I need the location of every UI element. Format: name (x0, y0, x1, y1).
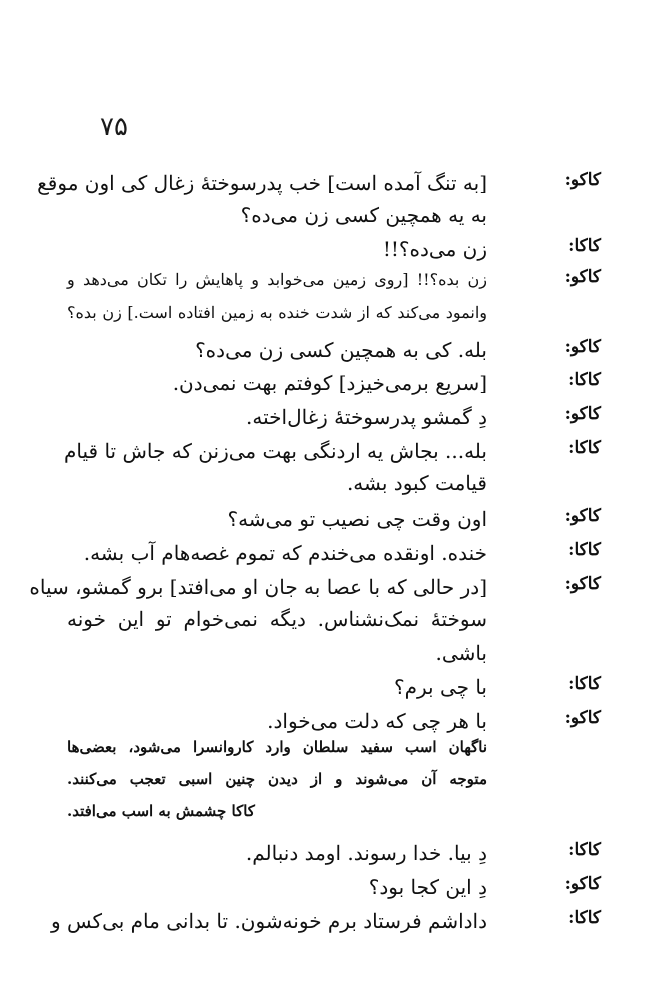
page-number: ۷۵ (100, 112, 128, 142)
dialogue-text: بله. کی به همچین کسی زن می‌ده؟ (195, 338, 487, 362)
speaker-name: کاکا: (568, 674, 601, 694)
speaker-name: کاکا: (568, 438, 601, 458)
stage-direction-line: ناگهان اسب سفید سلطان وارد کاروانسرا می‌شود، بعضی‌ها (67, 738, 487, 756)
dialogue-line (0, 263, 667, 297)
speaker-name: کاکو: (564, 506, 601, 526)
speaker-name: کاکو: (564, 574, 601, 594)
dialogue-text: [به تنگ آمده است] خب پدرسوختهٔ زغال کی اون موقع (37, 171, 487, 195)
speaker-name: کاکو: (564, 708, 601, 728)
dialogue-text: با چی برم؟ (393, 675, 487, 699)
dialogue-text: قیامت کبود بشه. (346, 471, 487, 495)
stage-direction-line: متوجه آن می‌شوند و از دیدن چنین اسبی تعجب می‌کنند. (67, 770, 487, 788)
dialogue-line (0, 198, 667, 232)
speaker-name: کاکا: (568, 236, 601, 256)
speaker-name: کاکو: (564, 170, 601, 190)
dialogue-text: سوختهٔ نمک‌نشناس. دیگه نمی‌خوام تو این خونه (67, 607, 487, 631)
dialogue-text: خنده. اونقده می‌خندم که تموم غصه‌هام آب بشه. (83, 541, 487, 565)
dialogue-text: دِ گمشو پدرسوختهٔ زغال‌اخته. (246, 405, 487, 429)
dialogue-text: دِ بیا. خدا رسوند. اومد دنبالم. (245, 841, 487, 865)
dialogue-text: اون وقت چی نصیب تو می‌شه؟ (227, 507, 487, 531)
speaker-name: کاکو: (564, 404, 601, 424)
speaker-name: کاکا: (568, 370, 601, 390)
speaker-name: کاکو: (564, 337, 601, 357)
dialogue-line (0, 904, 667, 938)
dialogue-text: [در حالی که با عصا به جان او می‌افتد] برو گمشو، سیاه (29, 575, 487, 599)
dialogue-text: [سریع برمی‌خیزد] کوفتم بهت نمی‌دن. (172, 371, 487, 395)
dialogue-line (0, 502, 667, 536)
speaker-name: کاکا: (568, 908, 601, 928)
dialogue-line (0, 434, 667, 468)
dialogue-line (0, 466, 667, 500)
dialogue-line (0, 400, 667, 434)
dialogue-text: بله... بجاش یه اردنگی بهت می‌زنن که جاش تا قیام (64, 439, 487, 463)
dialogue-text: زن بده؟!! [روی زمین می‌خوابد و پاهایش را تکان می‌دهد و (67, 270, 487, 289)
dialogue-text: داداشم فرستاد برم خونه‌شون. تا بدانی مام بی‌کس و (51, 909, 487, 933)
dialogue-line (0, 366, 667, 400)
dialogue-line (0, 670, 667, 704)
speaker-name: کاکا: (568, 840, 601, 860)
dialogue-line (0, 602, 667, 636)
dialogue-line (0, 166, 667, 200)
dialogue-line (0, 870, 667, 904)
dialogue-text: باشی. (435, 641, 487, 665)
speaker-name: کاکو: (564, 874, 601, 894)
dialogue-text: دِ این کجا بود؟ (368, 875, 487, 899)
speaker-name: کاکا: (568, 540, 601, 560)
dialogue-text: وانمود می‌کند که از شدت خنده به زمین افتاده است.] زن بده؟ (67, 303, 487, 322)
dialogue-line (0, 570, 667, 604)
dialogue-line (0, 296, 667, 330)
dialogue-line (0, 536, 667, 570)
dialogue-text: به یه همچین کسی زن می‌ده؟ (240, 203, 487, 227)
stage-direction-line: کاکا چشمش به اسب می‌افتد. (67, 802, 255, 820)
dialogue-text: با هر چی که دلت می‌خواد. (267, 709, 487, 733)
dialogue-line (0, 836, 667, 870)
dialogue-line (0, 232, 667, 266)
dialogue-line (0, 333, 667, 367)
speaker-name: کاکو: (564, 267, 601, 287)
dialogue-text: زن می‌ده؟!! (382, 237, 487, 261)
dialogue-line (0, 636, 667, 670)
dialogue-line (0, 704, 667, 738)
